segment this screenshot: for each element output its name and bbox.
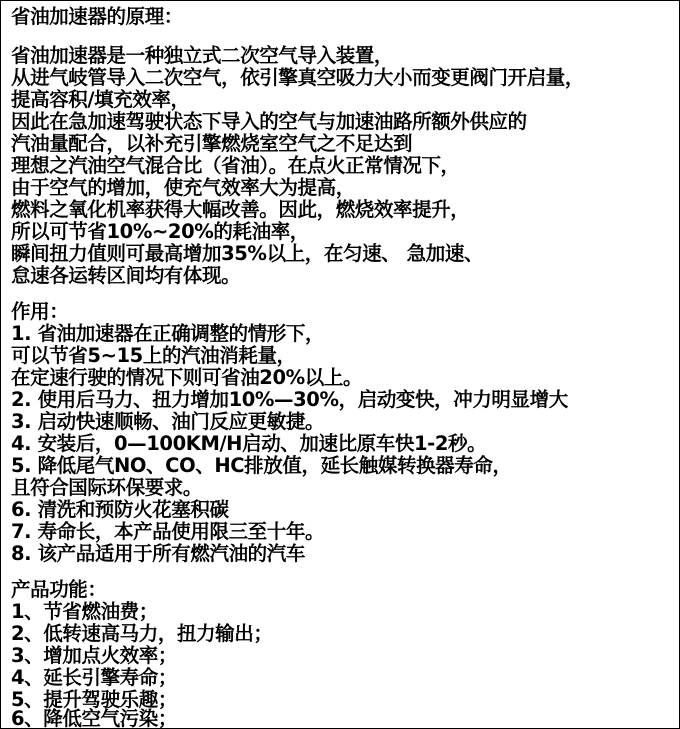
effects-heading: 作用： — [11, 300, 69, 323]
principle-line: 燃料之氧化机率获得大幅改善。因此，燃烧效率提升， — [11, 198, 470, 221]
effects-line: 2. 使用后马力、扭力增加10%—30%，启动变快，冲力明显增大 — [11, 388, 568, 411]
principle-line: 理想之汽油空气混合比（省油）。在点火正常情况下， — [11, 154, 460, 177]
effects-line: 在定速行驶的情况下则可省油20%以上。 — [11, 366, 363, 389]
functions-line: 2、低转速高马力，扭力输出； — [11, 622, 273, 645]
principle-line: 提高容积/填充效率， — [11, 88, 190, 111]
functions-line: 4、延长引擎寿命； — [11, 666, 177, 689]
principle-line: 省油加速器是一种独立式二次空气导入装置， — [11, 44, 394, 67]
effects-line: 3. 启动快速顺畅、油门反应更敏捷。 — [11, 410, 325, 433]
effects-line: 7. 寿命长，本产品使用限三至十年。 — [11, 520, 325, 543]
principle-line: 瞬间扭力值则可最高增加35%以上，在匀速、 急加速、 — [11, 242, 484, 265]
functions-line: 6、降低空气污染； — [11, 707, 177, 729]
principle-line: 由于空气的增加，使充气效率大为提高， — [11, 176, 355, 199]
effects-line: 5. 降低尾气NO、CO、HC排放值，延长触媒转换器寿命， — [11, 454, 512, 477]
effects-line: 可以节省5~15上的汽油消耗量， — [11, 344, 296, 367]
principle-heading: 省油加速器的原理： — [11, 5, 183, 28]
effects-line: 且符合国际环保要求。 — [11, 476, 203, 499]
principle-line: 怠速各运转区间均有体现。 — [11, 264, 241, 287]
effects-line: 1. 省油加速器在正确调整的情形下， — [11, 322, 325, 345]
principle-line: 汽油量配合，以补充引擎燃烧室空气之不足达到 — [11, 132, 413, 155]
principle-line: 因此在急加速驾驶状态下导入的空气与加速油路所额外供应的 — [11, 110, 527, 133]
principle-line: 从进气岐管导入二次空气，依引擎真空吸力大小而变更阀门开启量， — [11, 66, 585, 89]
effects-line: 4. 安装后，0—100KM/H启动、加速比原车快1-2秒。 — [11, 432, 487, 455]
functions-line: 5、提升驾驶乐趣； — [11, 688, 177, 711]
functions-line: 3、增加点火效率； — [11, 644, 177, 667]
effects-line: 6. 清洗和预防火花塞积碳 — [11, 498, 229, 521]
principle-line: 所以可节省10%~20%的耗油率， — [11, 220, 309, 243]
functions-heading: 产品功能： — [11, 578, 107, 601]
effects-line: 8. 该产品适用于所有燃汽油的汽车 — [11, 542, 305, 565]
functions-line: 1、节省燃油费； — [11, 600, 158, 623]
